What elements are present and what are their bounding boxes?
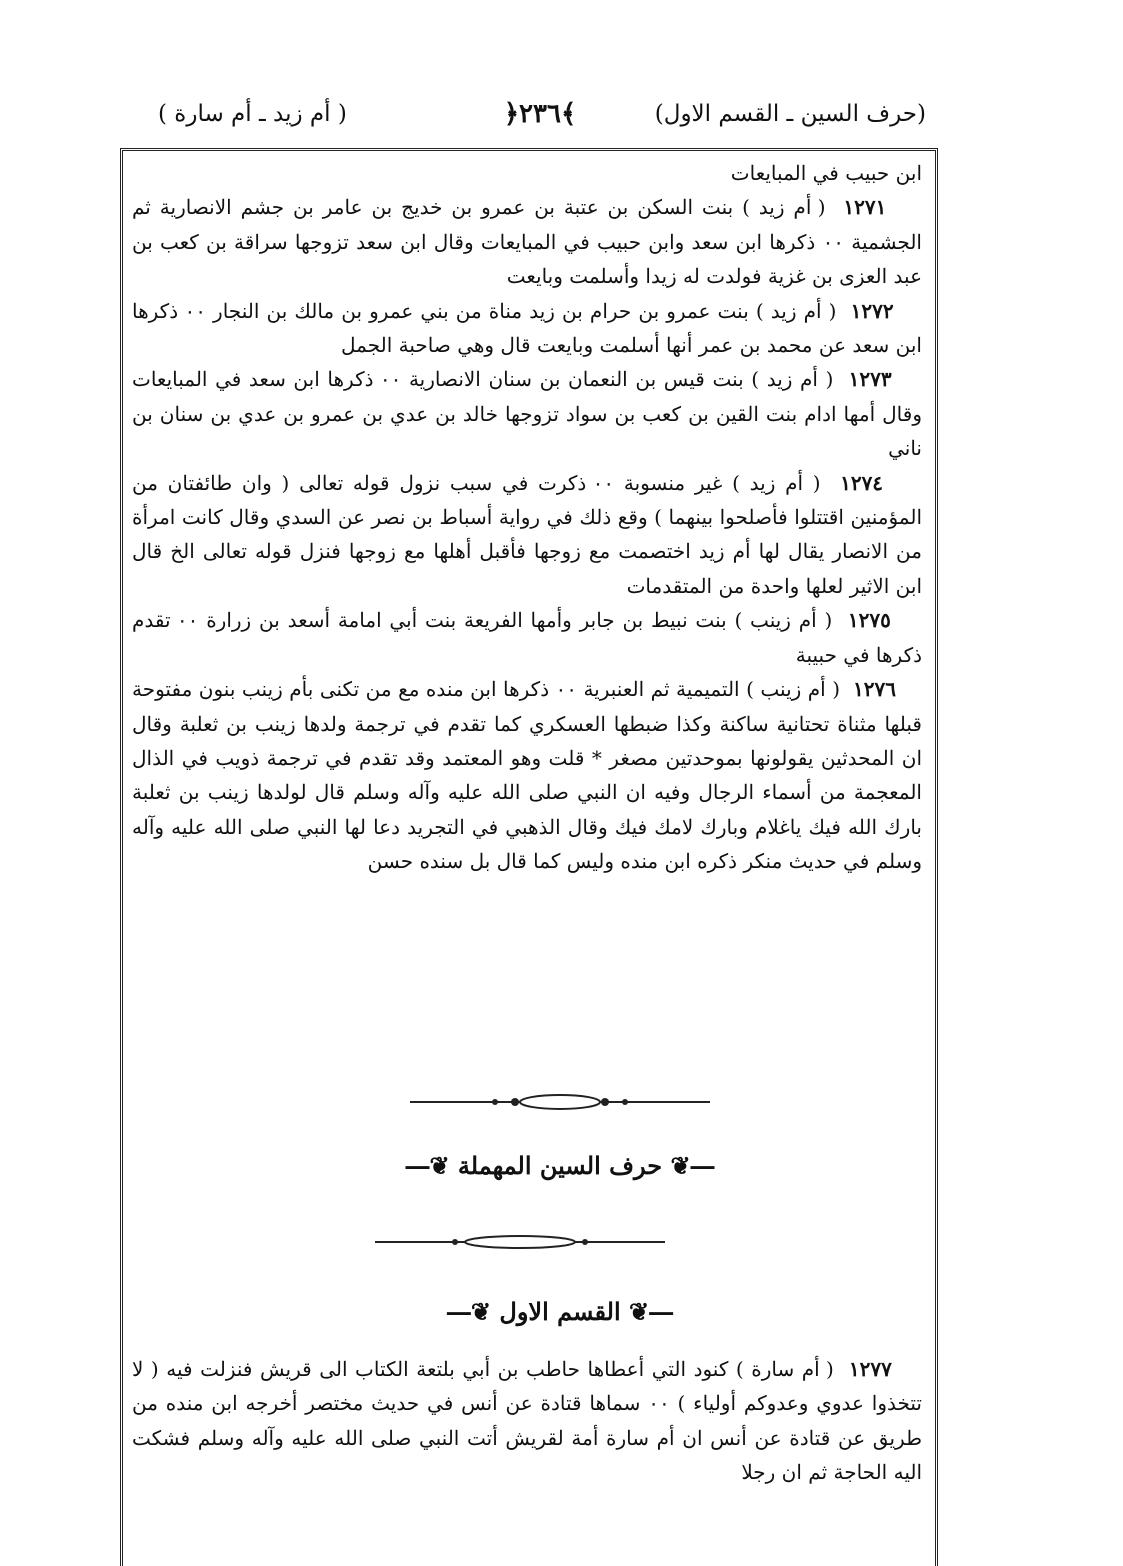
ornament-divider	[400, 1092, 720, 1112]
page-number: ﴿۲۳٦﴾	[503, 99, 577, 129]
header-right: (حرف السين ـ القسم الاول)	[654, 101, 926, 127]
paragraph	[132, 672, 922, 878]
header-left: ( أم زيد ـ أم سارة )	[158, 101, 347, 127]
ornament-icon: ―❦	[662, 1151, 715, 1180]
paragraph	[132, 294, 922, 363]
entry-text: ( أم زيد ) بنت عمرو بن حرام بن زيد مناة من بني عمرو بن مالك بن النجار ٠٠ ذكرها ابن سعد عن محمد بن عمر أنها أسلمت وبايعت قال وهي صاحبة الجمل	[132, 298, 922, 358]
entry-text: ( أم زيد ) بنت السكن بن عتبة بن عمرو بن خديج بن عامر بن جشم الانصارية ثم الجشمية ٠٠ ذكرها ابن سعد وابن حبيب في المبايعات وقال ابن سعد تزوجها سراقة بن كعب بن عبد العزى بن غزية فولدت له زيدا وأسلمت وبايعت	[132, 195, 922, 289]
entry-number: ۱۲۷۱	[843, 195, 887, 220]
entry-text: ( أم زينب ) بنت نبيط بن جابر وأمها الفريعة بنت أبي امامة أسعد بن زرارة ٠٠ تقدم ذكرها في حبيبة	[132, 608, 922, 667]
page-header	[150, 92, 930, 136]
ornament-divider	[370, 1232, 670, 1252]
entry-number: ۱۲۷۲	[850, 298, 894, 323]
entry-number: ۱۲۷٦	[853, 677, 897, 702]
entry-number: ۱۲۷٤	[840, 470, 884, 495]
section-title-part: ―❦ القسم الاول ❦―	[446, 1297, 674, 1326]
entry-text: ( أم سارة ) كنود التي أعطاها حاطب بن أبي بلتعة الكتاب الى قريش فنزلت فيه ( لا تتخذوا عدوي وعدوكم أولياء ) ٠٠ سماها قتادة عن أنس في حديث مختصر أخرجه ابن منده من طريق عن قتادة عن أنس ان أم سارة أمة لقريش أتت النبي صلى الله عليه وآله وسلم فشكت اليه الحاجة ثم ان رجلا	[132, 1357, 922, 1485]
paragraph	[132, 1352, 922, 1490]
entry-number: ۱۲۷۷	[848, 1357, 892, 1381]
paragraph	[132, 603, 922, 672]
ornament-icon: ―❦	[620, 1297, 674, 1326]
ornament-icon: ❦―	[405, 1151, 458, 1180]
main-text	[132, 156, 922, 879]
paragraph	[132, 466, 922, 604]
entry-text: ( أم زيد ) غير منسوبة ٠٠ ذكرت في سبب نزول قوله تعالى ( وان طائفتان من المؤمنين اقتتلوا فأصلحوا بينهما ) وقع ذلك في رواية أسباط بن نصر عن السدي وقال كانت امرأة من الانصار يقال لها أم زيد اختصمت مع زوجها فأقبل أهلها مع زوجها فنزل قوله تعالى الخ قال ابن الاثير لعلها واحدة من المتقدمات	[132, 470, 922, 598]
entry-number: ۱۲۷۳	[848, 367, 892, 392]
paragraph	[132, 362, 922, 465]
paragraph: ابن حبيب في المبايعات	[730, 161, 922, 185]
entry-text: ( أم زيد ) بنت قيس بن النعمان بن سنان الانصارية ٠٠ ذكرها ابن سعد في المبايعات وقال أمها ادام بنت القين بن كعب بن سواد تزوجها خالد بن عدي بن عمرو بن عدي بن سنان بن ناني	[132, 367, 922, 461]
entry-number: ۱۲۷٥	[847, 608, 891, 633]
entry-text: ( أم زينب ) التميمية ثم العنبرية ٠٠ ذكرها ابن منده مع من تكنى بأم زينب بنون مفتوحة قبلها مثناة تحتانية ساكنة وكذا ضبطها العسكري كما تقدم في ترجمة ولدها زينب بن ثعلبة وقال ان المحدثين يقولونها بموحدتين مصغر * قلت وهو المعتمد وقد تقدم في ترجمة ذويب في الذال المعجمة من أسماء الرجال وفيه ان النبي صلى الله عليه وآله وسلم قال لولدها زينب بن ثعلبة بارك الله فيك ياغلام وبارك لامك فيك وقال الذهبي في التجريد دعا لها النبي صلى الله عليه وآله وسلم في حديث منكر ذكره ابن منده وليس كما قال بل سنده حسن	[132, 677, 922, 874]
main-text-continued	[132, 1352, 922, 1490]
section-title-letter: ―❦ حرف السين المهملة ❦―	[405, 1151, 715, 1180]
paragraph	[132, 190, 922, 293]
ornament-icon: ❦―	[446, 1297, 500, 1326]
